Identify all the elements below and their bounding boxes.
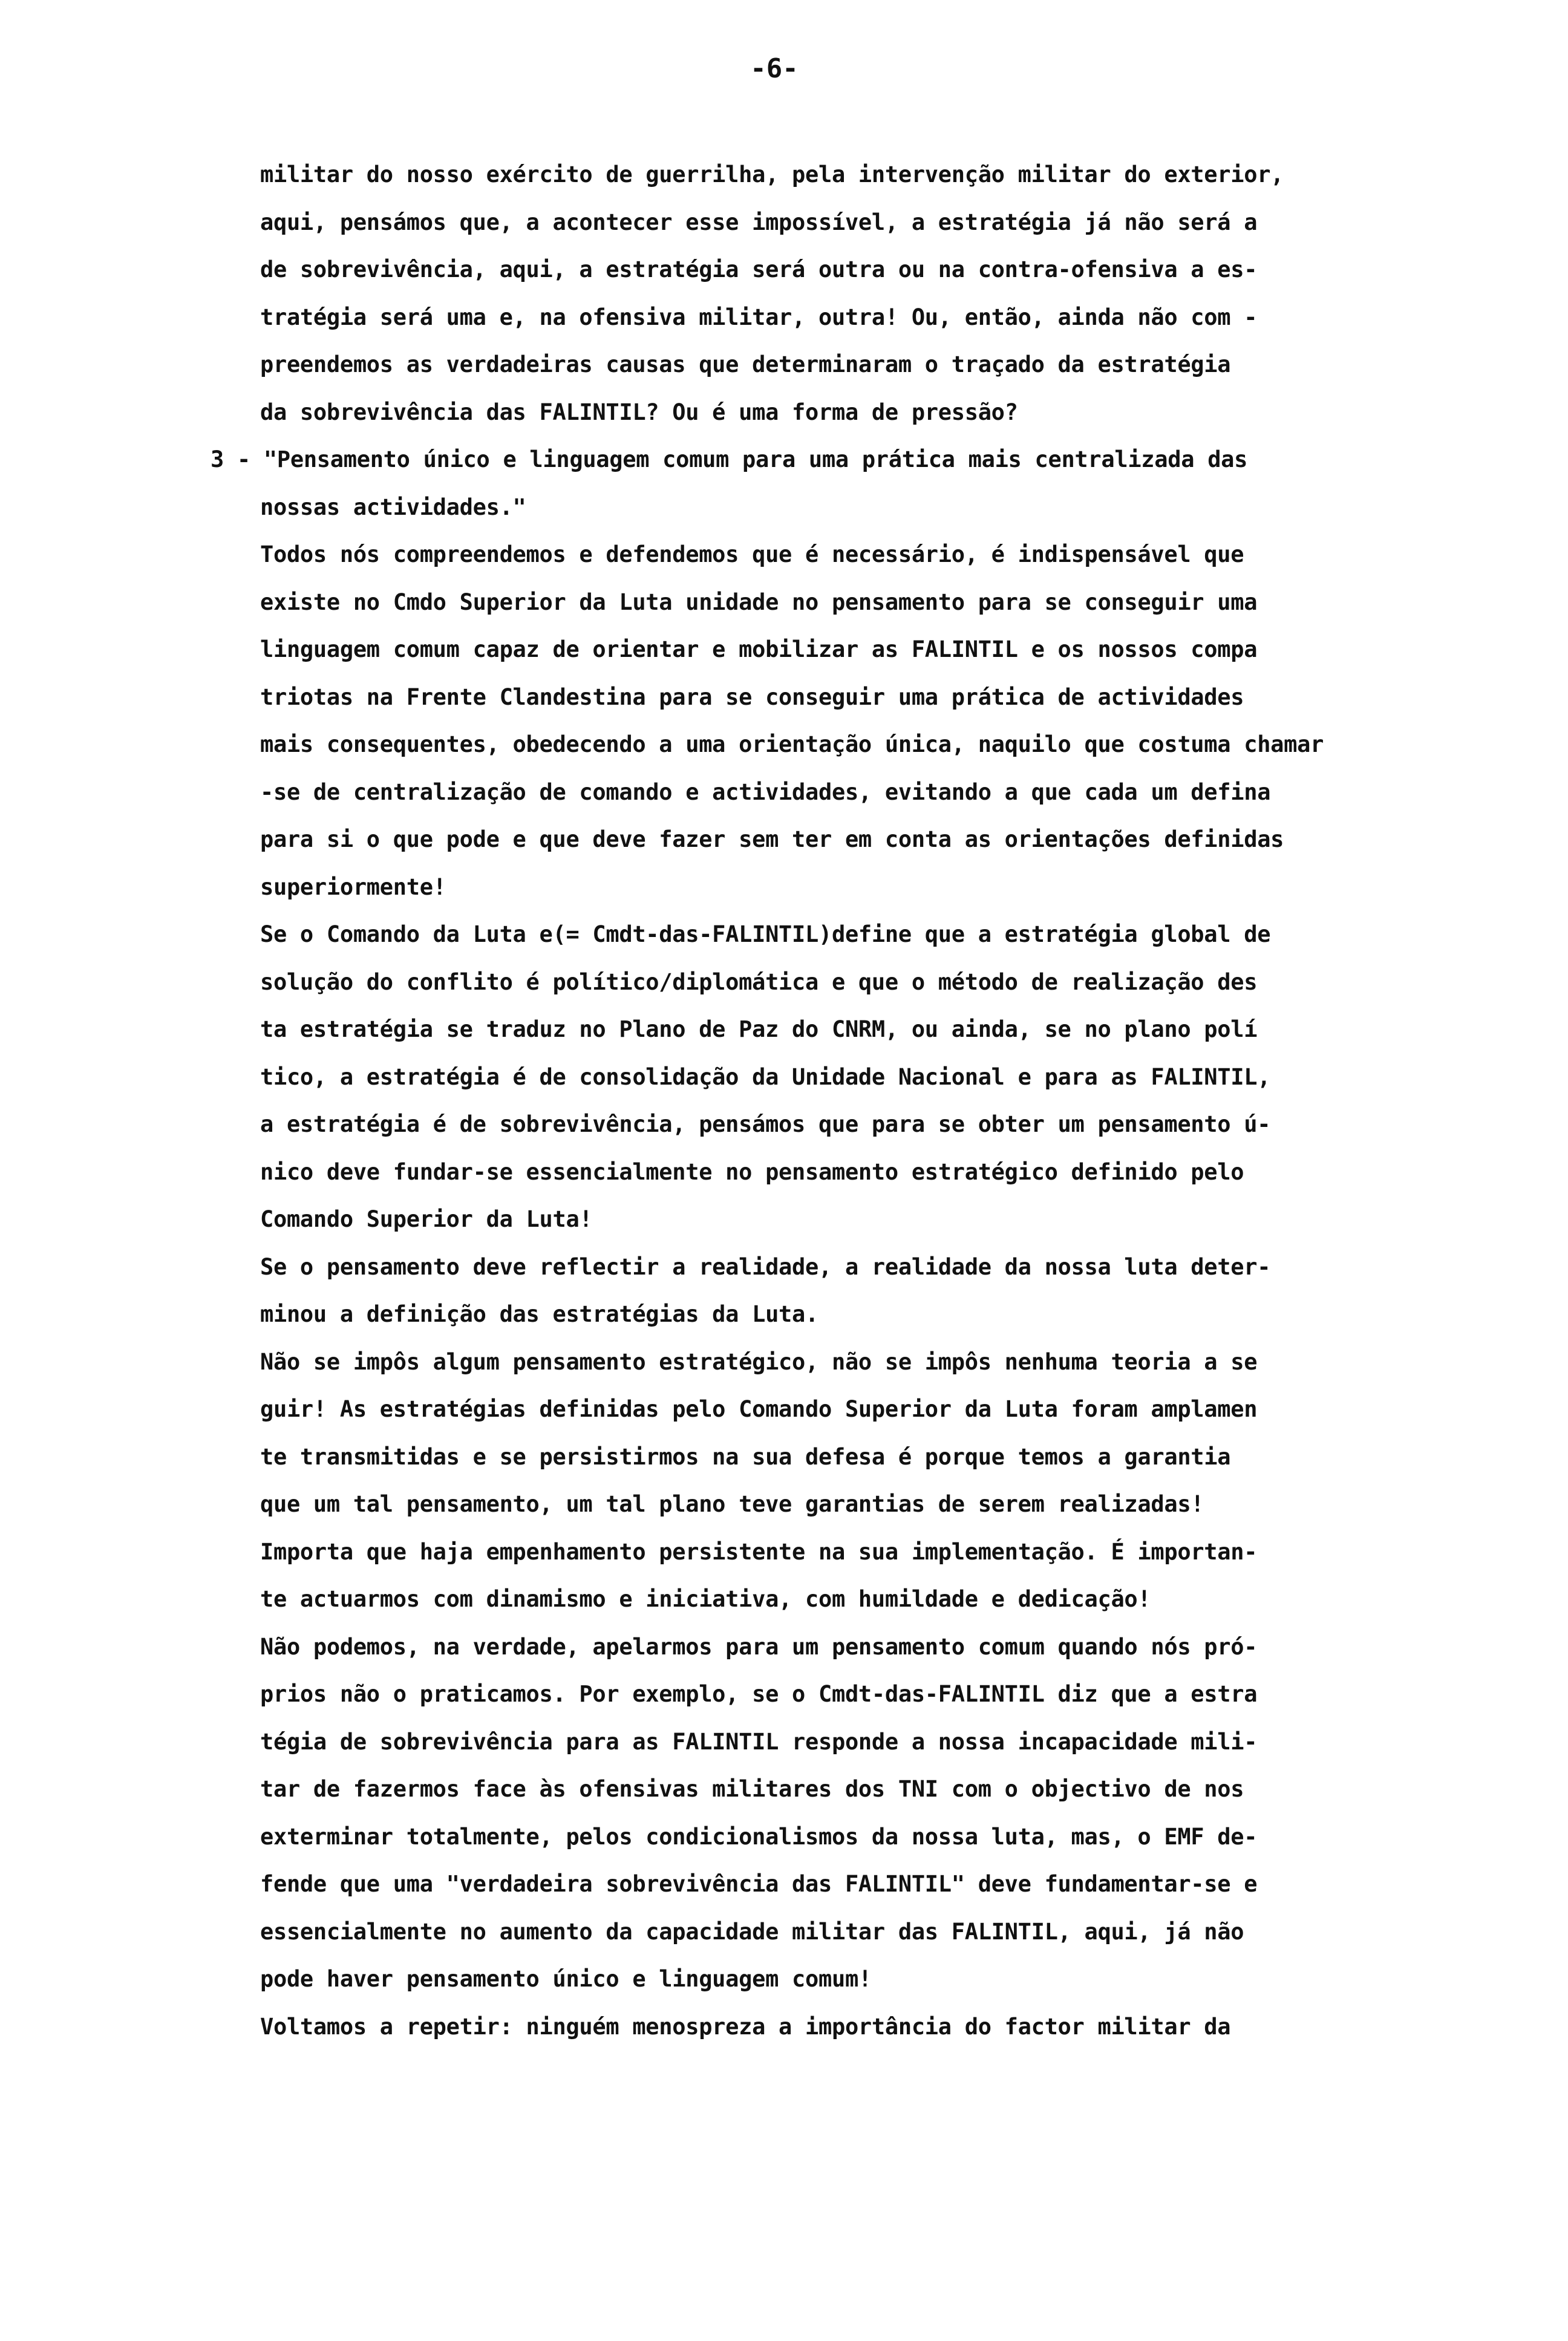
text-line: -se de centralização de comando e actividades, evitando a que cada um defina [260,779,1271,805]
text-line: aqui, pensámos que, a acontecer esse impossível, a estratégia já não será a [260,209,1258,235]
text-line: tégia de sobrevivência para as FALINTIL responde a nossa incapacidade mili- [260,1728,1258,1755]
text-line: guir! As estratégias definidas pelo Comando Superior da Luta foram amplamen [260,1396,1258,1422]
document-body [211,151,1458,2051]
text-line: que um tal pensamento, um tal plano teve garantias de serem realizadas! [260,1491,1204,1517]
text-line: de sobrevivência, aqui, a estratégia será outra ou na contra-ofensiva a es- [260,256,1258,282]
list-item-heading: 3 - "Pensamento único e linguagem comum para uma prática mais centralizada das [211,446,1248,472]
text-line: Se o pensamento deve reflectir a realidade, a realidade da nossa luta deter- [260,1253,1271,1280]
text-line: te transmitidas e se persistirmos na sua defesa é porque temos a garantia [260,1443,1231,1470]
text-line: Comando Superior da Luta! [260,1206,593,1232]
text-line: militar do nosso exército de guerrilha, pela intervenção militar do exterior, [260,162,1284,188]
text-line: nossas actividades." [260,494,526,520]
text-line: preendemos as verdadeiras causas que determinaram o traçado da estratégia [260,351,1231,377]
text-line: Todos nós compreendemos e defendemos que é necessário, é indispensável que [260,541,1244,567]
text-line: tico, a estratégia é de consolidação da Unidade Nacional e para as FALINTIL, [260,1063,1271,1090]
text-line: linguagem comum capaz de orientar e mobilizar as FALINTIL e os nossos compa [260,636,1258,662]
text-line: exterminar totalmente, pelos condicionalismos da nossa luta, mas, o EMF de- [260,1823,1258,1850]
text-line: Não podemos, na verdade, apelarmos para um pensamento comum quando nós pró- [260,1633,1258,1660]
page-number: -6- [750,53,799,84]
text-line: ta estratégia se traduz no Plano de Paz do CNRM, ou ainda, se no plano polí [260,1016,1258,1042]
text-line: te actuarmos com dinamismo e iniciativa, com humildade e dedicação! [260,1586,1151,1612]
text-line: Se o Comando da Luta e(= Cmdt-das-FALINTIL)define que a estratégia global de [260,921,1271,947]
text-line: mais consequentes, obedecendo a uma orientação única, naquilo que costuma chamar [260,731,1324,757]
text-line: Importa que haja empenhamento persistente na sua implementação. É importan- [260,1538,1258,1565]
text-line: triotas na Frente Clandestina para se conseguir uma prática de actividades [260,684,1244,710]
text-line: tratégia será uma e, na ofensiva militar, outra! Ou, então, ainda não com - [260,304,1258,330]
text-line: tar de fazermos face às ofensivas militares dos TNI com o objectivo de nos [260,1776,1244,1802]
text-line: essencialmente no aumento da capacidade militar das FALINTIL, aqui, já não [260,1918,1244,1945]
text-line: Não se impôs algum pensamento estratégico, não se impôs nenhuma teoria a se [260,1348,1258,1375]
text-line: fende que uma "verdadeira sobrevivência das FALINTIL" deve fundamentar-se e [260,1871,1258,1897]
text-line: para si o que pode e que deve fazer sem ter em conta as orientações definidas [260,826,1284,852]
text-line: a estratégia é de sobrevivência, pensámos que para se obter um pensamento ú- [260,1111,1271,1137]
text-line: existe no Cmdo Superior da Luta unidade no pensamento para se conseguir uma [260,589,1258,615]
text-line: Voltamos a repetir: ninguém menospreza a importância do factor militar da [260,2013,1231,2040]
text-line: pode haver pensamento único e linguagem comum! [260,1966,872,1992]
text-line: minou a definição das estratégias da Luta. [260,1301,818,1327]
text-line: superiormente! [260,873,446,900]
text-line: da sobrevivência das FALINTIL? Ou é uma forma de pressão? [260,399,1018,425]
text-line: nico deve fundar-se essencialmente no pensamento estratégico definido pelo [260,1158,1244,1185]
text-line: prios não o praticamos. Por exemplo, se o Cmdt-das-FALINTIL diz que a estra [260,1681,1258,1707]
text-line: solução do conflito é político/diplomática e que o método de realização des [260,968,1258,995]
